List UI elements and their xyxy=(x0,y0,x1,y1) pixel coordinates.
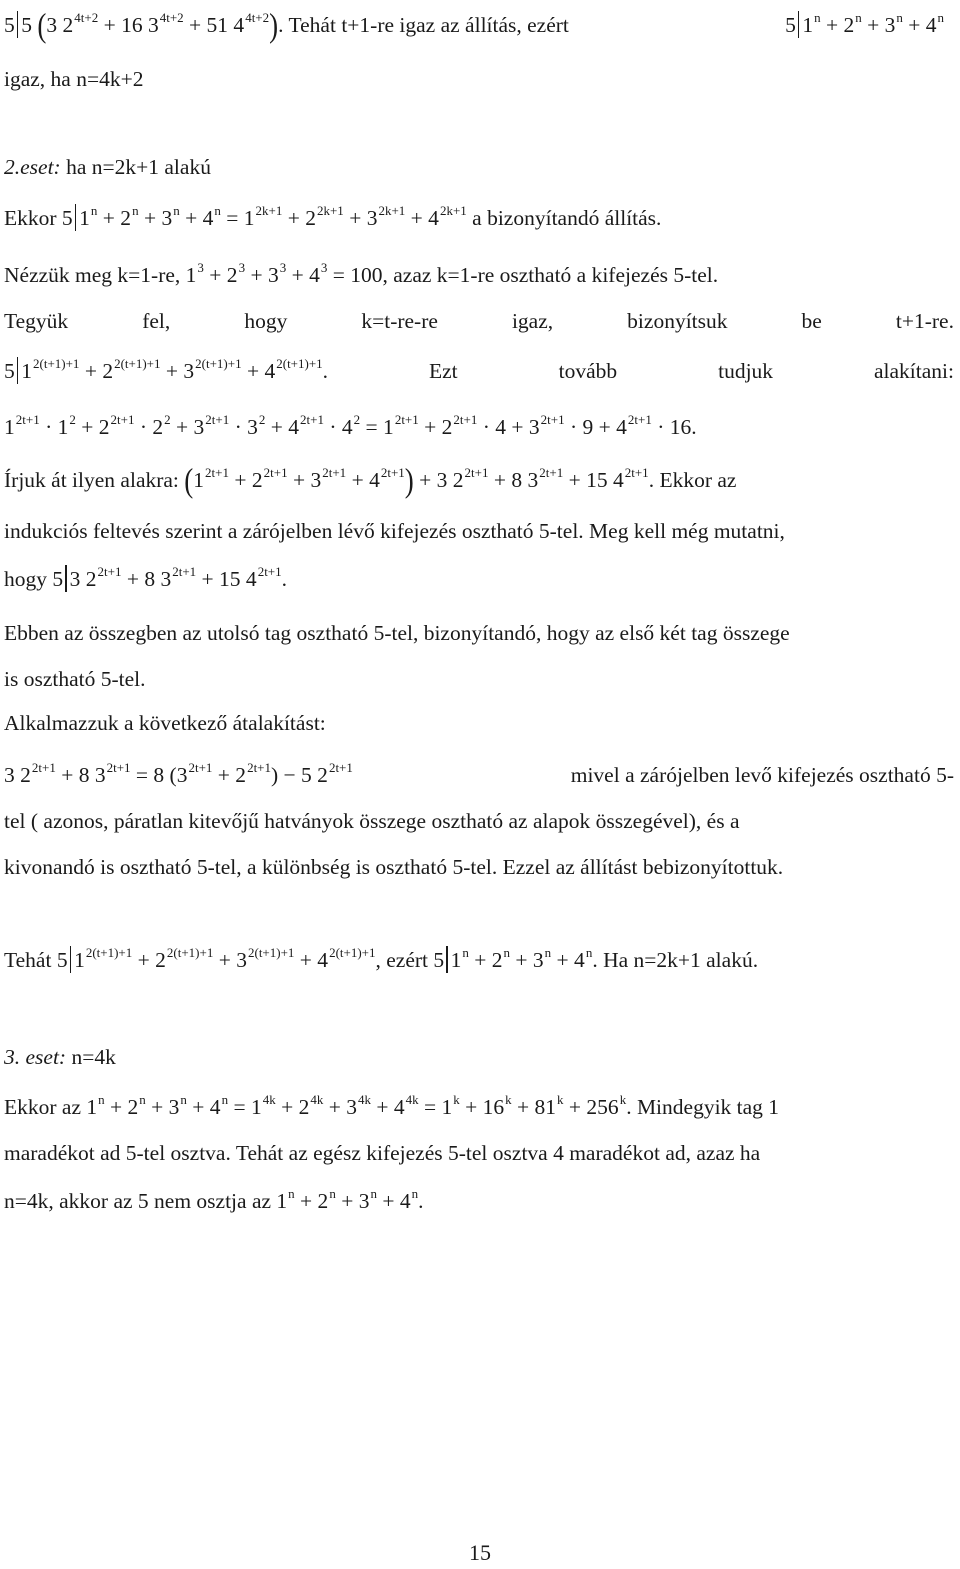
line1-text: . Tehát t+1-re igaz az állítás, ezért xyxy=(278,13,569,37)
word: Ezt xyxy=(429,359,458,383)
word: Tegyük xyxy=(4,309,69,333)
ebben-line-2: is osztható 5-tel. xyxy=(4,667,146,691)
maradek-line: maradékot ad 5-tel osztva. Tehát az egész kifejezés 5-tel osztva 4 maradékot ad, azaz ha xyxy=(4,1141,761,1165)
irjuk-tail: . Ekkor az xyxy=(648,468,737,492)
word: igaz, xyxy=(511,309,554,333)
case-2-label: 2.eset: xyxy=(4,155,61,179)
tehat-line: Tehát 5 $1^{2(t+1)+1} + 2^{2(t+1)+1} + 3^{2(t+1)+1} + 4^{2(t+1)+1}$, ezért 5 $1^n + 2^n + 3^n + 4^n$. Ha n=2k+1 alakú. xyxy=(4,945,759,972)
word: be xyxy=(801,309,822,333)
ekkor-3-line: Ekkor az $1^n + 2^n + 3^n + 4^n = 1^{4k} + 2^{4k} + 3^{4k} + 4^{4k} = 1^k + 16^k + 81^k + 256^k$. Mindegyik tag 1 xyxy=(4,1092,780,1119)
mivel-text: mivel a zárójelben levő kifejezés osztható 5- xyxy=(570,763,954,787)
transformation-line: 3 $2^{2t+1} + 8$ $3^{2t+1} = 8$ $(3^{2t+1} + 2^{2t+1}) - 5$ $2^{2t+1}$ mivel a zárójelben levő kifejezés osztható 5- xyxy=(4,760,954,793)
tehat-tail: . Ha n=2k+1 alakú. xyxy=(592,948,759,972)
word: k=t-re-re xyxy=(361,309,438,333)
formula-line-1: 5 5 (3 $2^{4t+2} + 16$ $3^{4t+2} + 51$ $4^{4t+2}$). Tehát t+1-re igaz az állítás, ezért 5 $1^n + 2^n + 3^n + 4^n$ xyxy=(4,6,944,44)
ekkor-3-tail: . Mindegyik tag 1 xyxy=(626,1095,780,1119)
tehat-mid: , ezért xyxy=(375,948,429,972)
kivonando-line: kivonandó is osztható 5-tel, a különbség is osztható 5-tel. Ezzel az állítást bebizonyítottuk. xyxy=(4,855,784,879)
word: tudjuk xyxy=(718,359,774,383)
case-2-heading xyxy=(4,152,954,182)
word: tovább xyxy=(558,359,618,383)
word: fel, xyxy=(142,309,171,333)
indukcios-line: indukciós feltevés szerint a zárójelben lévő kifejezés osztható 5-tel. Meg kell még mutatni, xyxy=(4,519,785,543)
alkalmazzuk-line: Alkalmazzuk a következő átalakítást: xyxy=(4,711,326,735)
word: alakítani: xyxy=(874,359,954,383)
ekkor-word: Ekkor xyxy=(4,206,57,230)
n4k-line: n=4k, akkor az 5 nem osztja az $1^n + 2^n + 3^n + 4^n$. xyxy=(4,1186,424,1213)
nezzuk-head: Nézzük meg k=1-re, xyxy=(4,263,181,287)
tehat-head: Tehát xyxy=(4,948,52,972)
word: hogy xyxy=(244,309,288,333)
page-number: 15 xyxy=(469,1540,491,1565)
line-2: igaz, ha n=4k+2 xyxy=(4,67,144,91)
expansion-formula: $1^{2t+1} \cdot 1^2 + 2^{2t+1} \cdot 2^2 + 3^{2t+1} \cdot 3^2 + 4^{2t+1} \cdot 4^2 = 1^{2t+1} + 2^{2t+1} \cdot 4 + 3^{2t+1} \cdot 9 + 4^{2t+1} \cdot 16$. xyxy=(4,412,697,439)
ekkor-line: Ekkor 5 $1^n + 2^n + 3^n + 4^n = 1^{2k+1} + 2^{2k+1} + 3^{2k+1} + 4^{2k+1}$ a bizonyítandó állítás. xyxy=(4,203,662,230)
nezzuk-tail: , azaz k=1-re osztható a kifejezés 5-tel. xyxy=(382,263,719,287)
tel-line: tel ( azonos, páratlan kitevőjű hatványok összege osztható az alapok összegével), és a xyxy=(4,809,740,833)
word: bizonyítsuk xyxy=(627,309,728,333)
irjuk-line: Írjuk át ilyen alakra: $(1^{2t+1} + 2^{2t+1} + 3^{2t+1} + 4^{2t+1}) + 3$ $2^{2t+1} + 8$ $3^{2t+1} + 15$ $4^{2t+1}$. Ekkor az xyxy=(4,461,737,499)
case-2-text: ha n=2k+1 alakú xyxy=(60,155,211,179)
irjuk-head: Írjuk át ilyen alakra: xyxy=(4,468,179,492)
hogy-line: hogy 5 3 $2^{2t+1} + 8$ $3^{2t+1} + 15$ $4^{2t+1}$. xyxy=(4,564,288,591)
ebben-line-1: Ebben az összegben az utolsó tag osztható 5-tel, bizonyítandó, hogy az első két tag összege xyxy=(4,621,790,645)
case-3-heading xyxy=(4,1042,954,1072)
n4k-head: n=4k, akkor az 5 nem osztja az xyxy=(4,1189,272,1213)
nezzuk-line: Nézzük meg k=1-re, $1^3 + 2^3 + 3^3 + 4^3 = 100$, azaz k=1-re osztható a kifejezés 5-tel. xyxy=(4,260,719,287)
hogy-word: hogy xyxy=(4,567,47,591)
ekkor-tail: a bizonyítandó állítás. xyxy=(472,206,662,230)
case-3-text: n=4k xyxy=(66,1045,116,1069)
case-3-label: 3. eset: xyxy=(4,1045,67,1069)
word: t+1-re. xyxy=(895,309,954,333)
ekkor-3-head: Ekkor az xyxy=(4,1095,82,1119)
tegyuk-line xyxy=(4,306,954,336)
ezt-line: 5 $1^{2(t+1)+1} + 2^{2(t+1)+1} + 3^{2(t+1)+1} + 4^{2(t+1)+1}$. Ezt tovább tudjuk alakítani: xyxy=(4,356,954,389)
